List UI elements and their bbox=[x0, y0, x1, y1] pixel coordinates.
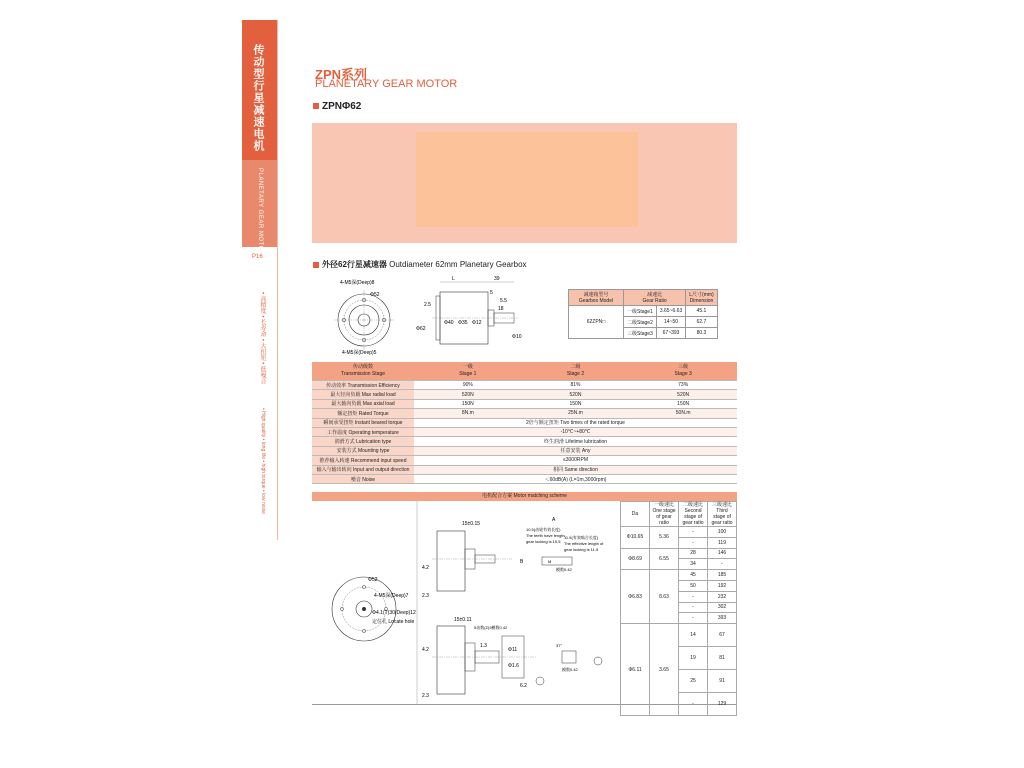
scheme-label: A bbox=[552, 517, 556, 523]
spec-value: 520N bbox=[414, 390, 522, 399]
motor-three-stage: 192 bbox=[708, 580, 737, 591]
spec-head-row bbox=[312, 362, 737, 381]
spec-value: 终生润滑 Lifetime lubrication bbox=[414, 437, 737, 446]
side-features-en: • High quality • long life • high torque • low noise bbox=[260, 408, 266, 514]
ratio-dimension: 62.7 bbox=[686, 317, 717, 328]
motor-header-one: 一级速比 One stage of gear ratio bbox=[650, 502, 679, 527]
motor-three-stage: 67 bbox=[708, 624, 737, 647]
scheme-label: M bbox=[548, 559, 552, 564]
drawing-label: 5 bbox=[490, 290, 493, 296]
spec-label: 输入与输出转向 Input and output direction bbox=[312, 465, 414, 474]
spec-value: 81% bbox=[522, 381, 630, 390]
spec-value: -10℃~+80℃ bbox=[414, 427, 737, 436]
motor-one-stage: 3.65 bbox=[650, 624, 679, 716]
gearbox-drawing bbox=[312, 272, 562, 362]
ratio-header-model: 减速箱型号 Gearbox Model bbox=[569, 290, 624, 306]
spec-value: 520N bbox=[629, 390, 737, 399]
drawing-label: 18 bbox=[498, 306, 504, 312]
motor-three-stage: 81 bbox=[708, 647, 737, 670]
motor-header-da: Da bbox=[621, 502, 650, 527]
side-title-en: PLANETARY GEAR MOTOR bbox=[257, 168, 263, 256]
table-row bbox=[312, 381, 737, 390]
motor-three-stage: 302 bbox=[708, 602, 737, 613]
scheme-label: Φ4.1(T)30(Deep)12 bbox=[372, 610, 416, 616]
drawing-label: Φ62 bbox=[416, 326, 426, 332]
spec-label: 润滑方式 Lubrication type bbox=[312, 437, 414, 446]
scheme-label: 4-M5深(Deep)7 bbox=[374, 593, 409, 599]
scheme-label: 10.5(齿轮有效长度) bbox=[526, 527, 561, 532]
spec-value: 90% bbox=[414, 381, 522, 390]
scheme-title: 电机配合方案 Motor matching scheme bbox=[312, 492, 737, 501]
ratio-value: 3.65~6.63 bbox=[656, 306, 685, 317]
motor-two-stage: - bbox=[679, 693, 708, 716]
spec-value: ＜60dB(A) (L=1m,3000rpm) bbox=[414, 474, 737, 483]
spec-value: 任意安装 Any bbox=[414, 446, 737, 455]
ratio-value: 67~393 bbox=[656, 328, 685, 339]
ratio-header-ratio: 减速比 Gear Ratio bbox=[624, 290, 686, 306]
series-title-cn: ZPN系列 bbox=[315, 67, 368, 82]
motor-one-stage: 8.63 bbox=[650, 570, 679, 624]
scheme-label: gear locking is 10.5 bbox=[526, 539, 561, 544]
section-title-en: Outdiameter 62mm Planetary Gearbox bbox=[386, 260, 527, 269]
spec-label: 安装方式 Mounting type bbox=[312, 446, 414, 455]
motor-two-stage: 45 bbox=[679, 570, 708, 581]
table-row bbox=[621, 570, 737, 581]
scheme-label: 15±0.15 bbox=[462, 521, 481, 527]
scheme-label: 5齿数(Z)9模数0.42 bbox=[474, 625, 508, 630]
motor-three-stage: 129 bbox=[708, 693, 737, 716]
table-row bbox=[569, 306, 718, 317]
scheme-label: 模数0.42 bbox=[556, 567, 572, 572]
ratio-header-dimension: L尺寸(mm) Dimension bbox=[686, 290, 717, 306]
scheme-label: 6.2 bbox=[520, 683, 527, 689]
product-image-placeholder bbox=[416, 132, 638, 227]
motor-da: Φ6.11 bbox=[621, 624, 650, 716]
drawing-label: Φ10 bbox=[512, 334, 522, 340]
motor-one-stage: 6.55 bbox=[650, 548, 679, 570]
ratio-stage: 三级Stage3 bbox=[624, 328, 657, 339]
table-row bbox=[312, 465, 737, 474]
drawing-label: 5.5 bbox=[500, 298, 507, 304]
motor-one-stage: 5.36 bbox=[650, 527, 679, 549]
table-row bbox=[312, 446, 737, 455]
scheme-label: Φ11 bbox=[508, 647, 518, 653]
spec-label: 最大径向负载 Max radial load bbox=[312, 390, 414, 399]
scheme-label: 4.2 bbox=[422, 647, 429, 653]
ratio-model-cell: 62ZPN□ bbox=[569, 306, 624, 339]
side-title-cn: 传动型行星减速电机 bbox=[252, 44, 264, 152]
spec-value: 150N bbox=[414, 399, 522, 408]
scheme-label: Φ1.6 bbox=[508, 663, 519, 669]
motor-two-stage: 50 bbox=[679, 580, 708, 591]
scheme-label: 2.3 bbox=[422, 593, 429, 599]
table-row bbox=[312, 390, 737, 399]
motor-da: Φ8.69 bbox=[621, 548, 650, 570]
motor-three-stage: 119 bbox=[708, 537, 737, 548]
spec-value: 50N.m bbox=[629, 409, 737, 418]
spec-value: 73% bbox=[629, 381, 737, 390]
scheme-label: 4.2 bbox=[422, 565, 429, 571]
spec-label: 传动效率 Transmission Efficiency bbox=[312, 381, 414, 390]
bullet-square-icon bbox=[313, 103, 319, 109]
spec-value: 150N bbox=[629, 399, 737, 408]
motor-three-stage: - bbox=[708, 559, 737, 570]
spec-label: 推荐输入转速 Recommend input speed bbox=[312, 456, 414, 465]
drawing-label: Φ40 bbox=[444, 320, 454, 326]
table-row bbox=[621, 624, 737, 647]
motor-two-stage: - bbox=[679, 527, 708, 538]
drawing-label: Φ35 bbox=[458, 320, 468, 326]
motor-two-stage: - bbox=[679, 591, 708, 602]
page-number: P16 bbox=[252, 254, 263, 260]
scheme-label: The effective length of bbox=[564, 541, 604, 546]
scheme-label: Φ52 bbox=[368, 577, 378, 583]
ratio-value: 14~50 bbox=[656, 317, 685, 328]
spec-label: 噪音 Noise bbox=[312, 474, 414, 483]
spec-value: 相同 Same direction bbox=[414, 465, 737, 474]
model-title bbox=[313, 101, 361, 112]
motor-two-stage: 28 bbox=[679, 548, 708, 559]
scheme-label: B bbox=[520, 559, 524, 565]
spec-value: 25N.m bbox=[522, 409, 630, 418]
spec-head-stage1: 一级 Stage 1 bbox=[414, 362, 522, 381]
ratio-dimension: 80.3 bbox=[686, 328, 717, 339]
spec-head-stage2: 二级 Stage 2 bbox=[522, 362, 630, 381]
motor-three-stage: 393 bbox=[708, 613, 737, 624]
motor-header-three: 三级速比 Third stage of gear ratio bbox=[708, 502, 737, 527]
motor-three-stage: 185 bbox=[708, 570, 737, 581]
motor-two-stage: 14 bbox=[679, 624, 708, 647]
scheme-label: gear locking is 11.5 bbox=[564, 547, 599, 552]
scheme-label: The teeth have length bbox=[526, 533, 565, 538]
model-label: ZPNΦ62 bbox=[322, 101, 362, 112]
table-row bbox=[621, 527, 737, 538]
spec-label: 最大轴向负载 Max axial load bbox=[312, 399, 414, 408]
motor-three-stage: 232 bbox=[708, 591, 737, 602]
drawing-label: L bbox=[452, 276, 455, 282]
ratio-stage: 一级Stage1 bbox=[624, 306, 657, 317]
motor-three-stage: 91 bbox=[708, 670, 737, 693]
motor-two-stage: 25 bbox=[679, 670, 708, 693]
table-row bbox=[621, 548, 737, 559]
scheme-label: 2.3 bbox=[422, 693, 429, 699]
scheme-label: 1.3 bbox=[480, 643, 487, 649]
motor-two-stage: 19 bbox=[679, 647, 708, 670]
drawing-label: Φ52 bbox=[370, 292, 380, 298]
drawing-label: Φ12 bbox=[472, 320, 482, 326]
spec-value: 2倍与额定扭矩 Two times of the rated torque bbox=[414, 418, 737, 427]
side-divider bbox=[277, 20, 278, 540]
section-title bbox=[313, 259, 527, 270]
section-title-cn: 外径62行星减速器 bbox=[322, 260, 387, 269]
motor-header-two: 二级速比 Second stage of gear ratio bbox=[679, 502, 708, 527]
motor-table-header bbox=[621, 502, 737, 527]
table-row bbox=[312, 409, 737, 418]
series-title-en: PLANETARY GEAR MOTOR bbox=[315, 78, 458, 90]
motor-two-stage: - bbox=[679, 602, 708, 613]
ratio-stage: 二级Stage2 bbox=[624, 317, 657, 328]
spec-value: ≤3000RPM bbox=[414, 456, 737, 465]
drawing-label: 4-M5深(Deep)5 bbox=[342, 350, 377, 356]
drawing-label: 4-M5深(Deep)8 bbox=[340, 280, 375, 286]
table-row bbox=[312, 437, 737, 446]
motor-three-stage: 146 bbox=[708, 548, 737, 559]
drawing-label: 39 bbox=[494, 276, 500, 282]
table-row bbox=[312, 427, 737, 436]
spec-label: 额定扭矩 Rated Torque bbox=[312, 409, 414, 418]
scheme-label: 定位孔 Locate hole bbox=[372, 619, 415, 625]
table-row bbox=[312, 418, 737, 427]
bullet-square-icon bbox=[313, 262, 319, 268]
spec-value: 150N bbox=[522, 399, 630, 408]
scheme-label: 15±0.11 bbox=[454, 617, 472, 623]
drawing-label: 2.5 bbox=[424, 302, 431, 308]
gear-ratio-table bbox=[568, 289, 718, 339]
motor-two-stage: - bbox=[679, 537, 708, 548]
motor-two-stage: 34 bbox=[679, 559, 708, 570]
motor-da: Φ10.65 bbox=[621, 527, 650, 549]
motor-scheme-drawing bbox=[312, 501, 620, 704]
spec-label: 瞬间承受扭矩 Instant beared torque bbox=[312, 418, 414, 427]
spec-head-stage3: 三级 Stage 3 bbox=[629, 362, 737, 381]
side-features-cn: • 高精度 • 长寿命 • 大扭矩 • 低噪音 bbox=[259, 292, 265, 385]
spec-value: 520N bbox=[522, 390, 630, 399]
scheme-label: 模数0.42 bbox=[562, 667, 578, 672]
motor-matching-table bbox=[620, 501, 737, 716]
table-row bbox=[312, 456, 737, 465]
spec-table bbox=[312, 362, 737, 484]
scheme-label: 37° bbox=[556, 643, 563, 648]
spec-value: 8N.m bbox=[414, 409, 522, 418]
table-row bbox=[312, 399, 737, 408]
motor-three-stage: 100 bbox=[708, 527, 737, 538]
spec-head-label: 传动级数 Transmission Stage bbox=[312, 362, 414, 381]
spec-label: 工作温度 Operating temperature bbox=[312, 427, 414, 436]
ratio-dimension: 45.1 bbox=[686, 306, 717, 317]
scheme-label: 11.5(有效啮合长度) bbox=[564, 535, 599, 540]
motor-two-stage: - bbox=[679, 613, 708, 624]
table-row bbox=[312, 474, 737, 483]
motor-da: Φ6.83 bbox=[621, 570, 650, 624]
